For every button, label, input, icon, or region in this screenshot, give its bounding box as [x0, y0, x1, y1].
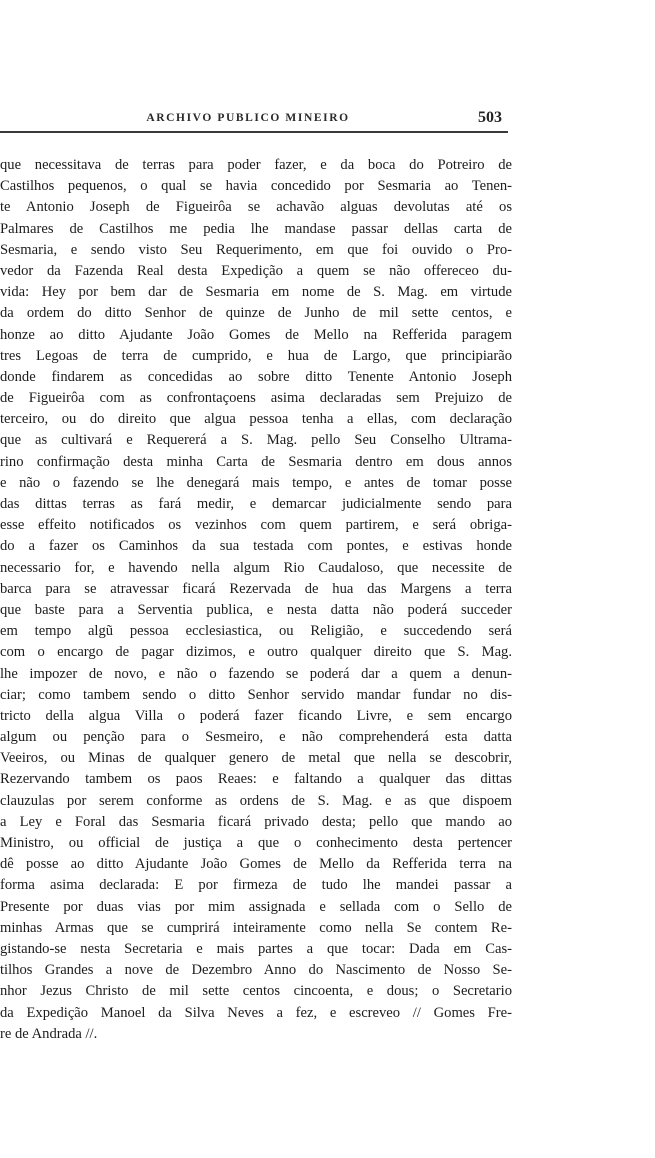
text-line: minhas Armas que se cumprirá inteiramente como nella Se contem Re- [0, 919, 512, 936]
text-line: tilhos Grandes a nove de Dezembro Anno do Nascimento de Nosso Se- [0, 962, 512, 979]
text-line: ciar; como tambem sendo o ditto Senhor servido mandar fundar no dis- [0, 686, 512, 703]
text-line: algum ou penção para o Sesmeiro, e não comprehenderá esta datta [0, 729, 512, 746]
text-line: terceiro, ou do direito que algua pessoa tenha a ellas, com declaração [0, 411, 512, 428]
text-line: tres Legoas de terra de cumprido, e hua de Largo, que principiarão [0, 347, 512, 364]
text-line: Palmares de Castilhos me pedia lhe mandase passar dellas carta de [0, 220, 512, 237]
text-line: vida: Hey por bem dar de Sesmaria em nome de S. Mag. em virtude [0, 284, 512, 301]
text-line: que baste para a Serventia publica, e nesta datta não poderá succeder [0, 601, 512, 618]
page-number: 503 [478, 109, 502, 126]
text-line-last: re de Andrada //. [0, 1025, 98, 1042]
text-line: nhor Jezus Christo de mil sette centos cincoenta, e dous; o Secretario [0, 983, 512, 1000]
text-line: e não o fazendo se lhe denegará mais tempo, e antes de tomar posse [0, 474, 512, 491]
text-line: necessario for, e havendo nella algum Rio Caudaloso, que necessite de [0, 559, 512, 576]
body-text [0, 155, 512, 1045]
text-line: em tempo algũ pessoa ecclesiastica, ou Religião, e succedendo será [0, 623, 512, 640]
text-line: dê posse ao ditto Ajudante João Gomes de Mello da Refferida terra na [0, 856, 512, 873]
text-line: clauzulas por serem conforme as ordens de S. Mag. e as que dispoem [0, 792, 512, 809]
text-line: esse effeito notificados os vezinhos com quem partirem, e será obriga- [0, 517, 512, 534]
text-line: Sesmaria, e sendo visto Seu Requerimento, em que foi ouvido o Pro- [0, 241, 512, 258]
text-line: da Expedição Manoel da Silva Neves a fez, e escreveo // Gomes Fre- [0, 1004, 512, 1021]
text-line: Castilhos pequenos, o qual se havia concedido por Sesmaria ao Tenen- [0, 178, 512, 195]
text-line: da ordem do ditto Senhor de quinze de Junho de mil sette centos, e [0, 305, 512, 322]
text-line: do a fazer os Caminhos da sua testada com pontes, e estivas honde [0, 538, 512, 555]
text-line: donde findarem as concedidas ao sobre ditto Tenente Antonio Joseph [0, 368, 512, 385]
text-line: que necessitava de terras para poder fazer, e da boca do Potreiro de [0, 157, 512, 173]
text-line: a Ley e Foral das Sesmaria ficará privado desta; pello que mando ao [0, 813, 512, 830]
text-line: que as cultivará e Requererá a S. Mag. pello Seu Conselho Ultrama- [0, 432, 512, 449]
running-head [0, 109, 520, 131]
journal-title: ARCHIVO PUBLICO MINEIRO [146, 112, 350, 124]
text-line: gistando-se nesta Secretaria e mais partes a que tocar: Dada em Cas- [0, 940, 512, 957]
text-line: Veeiros, ou Minas de qualquer genero de metal que nella se descobrir, [0, 750, 512, 767]
text-line: honze ao ditto Ajudante João Gomes de Mello na Refferida paragem [0, 326, 512, 343]
text-line: vedor da Fazenda Real desta Expedição a quem se não offereceo du- [0, 262, 512, 279]
text-line: Ministro, ou official de justiça a que o conhecimento desta pertencer [0, 835, 512, 851]
text-line: rino confirmação desta minha Carta de Sesmaria dentro em dous annos [0, 453, 512, 470]
text-line: Rezervando tambem os paos Reaes: e faltando a qualquer das dittas [0, 771, 512, 788]
text-line: tricto della algua Villa o poderá fazer ficando Livre, e sem encargo [0, 707, 512, 724]
text-line: lhe impozer de novo, e não o fazendo se poderá dar a quem a denun- [0, 665, 512, 682]
text-line: com o encargo de pagar dizimos, e outro qualquer direito que S. Mag. [0, 644, 512, 661]
text-line: de Figueirôa com as confrontaçoens asima declaradas sem Prejuizo de [0, 390, 512, 407]
text-line: te Antonio Joseph de Figueirôa se achavão alguas devolutas até os [0, 199, 512, 216]
text-line: barca para se atravessar ficará Rezervada de hua das Margens a terra [0, 580, 512, 597]
text-line: forma asima declarada: E por firmeza de tudo lhe mandei passar a [0, 877, 512, 894]
header-rule [0, 131, 508, 133]
text-line: das dittas terras as fará medir, e demarcar judicialmente sendo para [0, 496, 512, 512]
text-line: Presente por duas vias por mim assignada e sellada com o Sello de [0, 898, 512, 915]
